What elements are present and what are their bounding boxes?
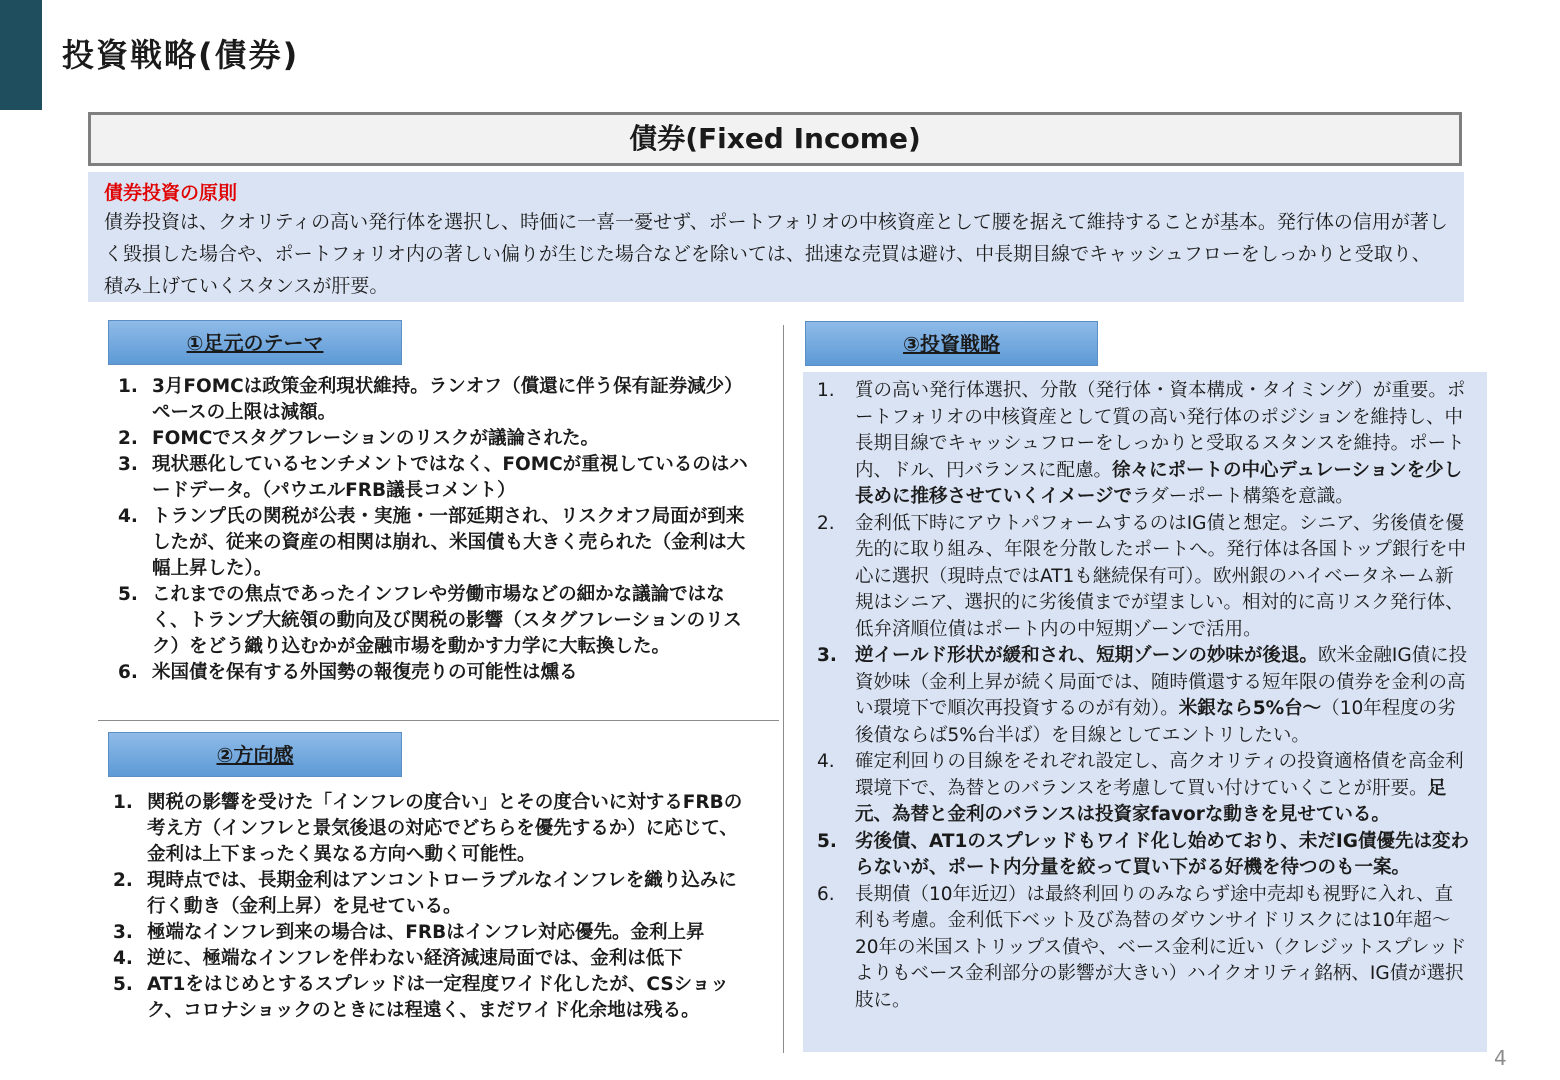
- item-number: 3.: [118, 454, 138, 475]
- theme-label: ①足元のテーマ: [108, 320, 402, 365]
- horizontal-divider: [98, 720, 779, 721]
- item-text-segment: 金利低下時にアウトパフォームするのはIG債と想定。シニア、劣後債を優先的に取り組み、年限を分散したポートへ。発行体は各国トップ銀行を中心に選択（現時点ではAT1も継続保有可）。欧州銀のハイベータネーム新規はシニア、選択的に劣後債までが望ましい。相対的に高リスク発行体、低弁済順位債はポート内の中短期ゾーンで活用。: [855, 512, 1467, 640]
- item-text: 現状悪化しているセンチメントではなく、FOMCが重視しているのはハードデータ。（パウエルFRB議長コメント）: [152, 454, 748, 501]
- item-text: AT1をはじめとするスプレッドは一定程度ワイド化したが、CSショック、コロナショックのときには程遠く、まだワイド化余地は残る。: [147, 974, 729, 1021]
- item-text: 関税の影響を受けた「インフレの度合い」とその度合いに対するFRBの考え方（インフレと景気後退の対応でどちらを優先するか）に応じて、金利は上下まったく異なる方向へ動く可能性。: [147, 792, 743, 865]
- list-item: [113, 920, 753, 946]
- item-text: 米国債を保有する外国勢の報復売りの可能性は燻る: [152, 662, 578, 683]
- item-text-emphasis: 米銀なら5%台～: [1178, 698, 1322, 719]
- list-item: [817, 749, 1471, 829]
- direction-list: [113, 790, 753, 1024]
- direction-label: ②方向感: [108, 732, 402, 777]
- section-header: 債券(Fixed Income): [88, 112, 1462, 166]
- item-number: 2.: [817, 512, 835, 534]
- list-item: [118, 374, 758, 426]
- principle-heading: 債券投資の原則: [104, 182, 238, 204]
- item-number: 2.: [113, 870, 133, 891]
- strategy-box: [803, 372, 1487, 1052]
- item-text: トランプ氏の関税が公表・実施・一部延期され、リスクオフ局面が到来したが、従来の資産の相関は崩れ、米国債も大きく売られた（金利は大幅上昇した）。: [152, 506, 746, 579]
- page-number: 4: [1494, 1046, 1507, 1070]
- item-text: [855, 643, 1471, 749]
- item-text-segment: ラダーポート構築を意識。: [1131, 486, 1354, 507]
- item-text-segment: 確定利回りの目線をそれぞれ設定し、高クオリティの投資適格債を高金利環境下で、為替とのバランスを考慮して買い付けていくことが肝要。: [855, 751, 1464, 799]
- item-text-emphasis: 足元、為替と金利のバランスは投資家favorな動きを見せている。: [855, 777, 1447, 825]
- list-item: [113, 972, 753, 1024]
- item-text-emphasis: 逆イールド形状が緩和され、短期ゾーンの妙味が後退。: [855, 645, 1318, 666]
- principle-body: 債券投資は、クオリティの高い発行体を選択し、時価に一喜一憂せず、ポートフォリオの中核資産として腰を据えて維持することが基本。発行体の信用が著しく毀損した場合や、ポートフォリオ内の著しい偏りが生じた場合などを除いては、拙速な売買は避け、中長期目線でキャッシュフローをしっかりと受取り、積み上げていくスタンスが肝要。: [104, 211, 1448, 297]
- item-text: [855, 829, 1471, 882]
- list-item: [817, 882, 1471, 1015]
- item-text: 逆に、極端なインフレを伴わない経済減速局面では、金利は低下: [147, 948, 683, 969]
- item-text-segment: （10年程度の劣後債ならば5%台半ば）を目線としてエントリしたい。: [855, 698, 1456, 746]
- strategy-list: [817, 378, 1471, 1014]
- item-text: 現時点では、長期金利はアンコントローラブルなインフレを織り込みに行く動き（金利上昇）を見せている。: [147, 870, 737, 917]
- item-text: [855, 749, 1471, 829]
- theme-list: [118, 374, 758, 686]
- list-item: [817, 378, 1471, 511]
- list-item: [113, 790, 753, 868]
- list-item: [118, 660, 758, 686]
- item-text-emphasis: 劣後債、AT1のスプレッドもワイド化し始めており、未だIG債優先は変わらないが、ポート内分量を絞って買い下がる好機を待つのも一案。: [855, 830, 1469, 878]
- item-number: 5.: [113, 974, 133, 995]
- item-number: 6.: [118, 662, 138, 683]
- item-number: 2.: [118, 428, 138, 449]
- item-number: 1.: [113, 792, 133, 813]
- item-number: 1.: [817, 380, 835, 401]
- list-item: [118, 504, 758, 582]
- strategy-label: ③投資戦略: [805, 321, 1098, 366]
- list-item: [817, 511, 1471, 644]
- item-text: 3月FOMCは政策金利現状維持。ランオフ（償還に伴う保有証券減少）ペースの上限は減額。: [152, 376, 743, 423]
- list-item: [817, 643, 1471, 749]
- item-number: 5.: [118, 584, 138, 605]
- item-number: 6.: [817, 883, 835, 905]
- item-number: 3.: [817, 645, 837, 666]
- list-item: [118, 426, 758, 452]
- item-text: [855, 882, 1471, 1015]
- item-text-segment: 質の高い発行体選択、分散（発行体・資本構成・タイミング）が重要。ポートフォリオの中核資産として質の高い発行体のポジションを維持し、中長期目線でキャッシュフローをしっかりと受取るスタンスを維持。ポート内、ドル、円バランスに配慮。: [855, 380, 1466, 481]
- principle-box: [88, 172, 1464, 302]
- vertical-divider: [783, 325, 784, 1053]
- accent-bar: [0, 0, 42, 110]
- list-item: [113, 868, 753, 920]
- list-item: [817, 829, 1471, 882]
- item-number: 1.: [118, 376, 138, 397]
- item-text: これまでの焦点であったインフレや労働市場などの細かな議論ではなく、トランプ大統領の動向及び関税の影響（スタグフレーションのリスク）をどう織り込むかが金融市場を動かす力学に大転換した。: [152, 584, 742, 657]
- item-number: 3.: [113, 922, 133, 943]
- item-text: FOMCでスタグフレーションのリスクが議論された。: [152, 428, 600, 449]
- item-text: [855, 511, 1471, 644]
- item-number: 4.: [118, 506, 138, 527]
- list-item: [118, 452, 758, 504]
- item-text: 極端なインフレ到来の場合は、FRBはインフレ対応優先。金利上昇: [147, 922, 705, 943]
- item-number: 5.: [817, 830, 837, 852]
- item-text-segment: 欧米金融IG債に投資妙味（金利上昇が続く局面では、随時償還する短年限の債券を金利の高い環境下で順次再投資するのが有効）。: [855, 645, 1468, 719]
- list-item: [113, 946, 753, 972]
- item-text-emphasis: 徐々にポートの中心デュレーションを少し長めに推移させていくイメージで: [855, 459, 1463, 507]
- list-item: [118, 582, 758, 660]
- page-title: 投資戦略(債券): [62, 36, 300, 74]
- item-number: 4.: [113, 948, 133, 969]
- item-text: [855, 378, 1471, 511]
- item-text-segment: 長期債（10年近辺）は最終利回りのみならず途中売却も視野に入れ、直利も考慮。金利低下ベット及び為替のダウンサイドリスクには10年超～20年の米国ストリップス債や、ベース金利に近い（クレジットスプレッドよりもベース金利部分の影響が大きい）ハイクオリティ銘柄、IG債が選択肢に。: [855, 883, 1467, 1011]
- item-number: 4.: [817, 751, 835, 772]
